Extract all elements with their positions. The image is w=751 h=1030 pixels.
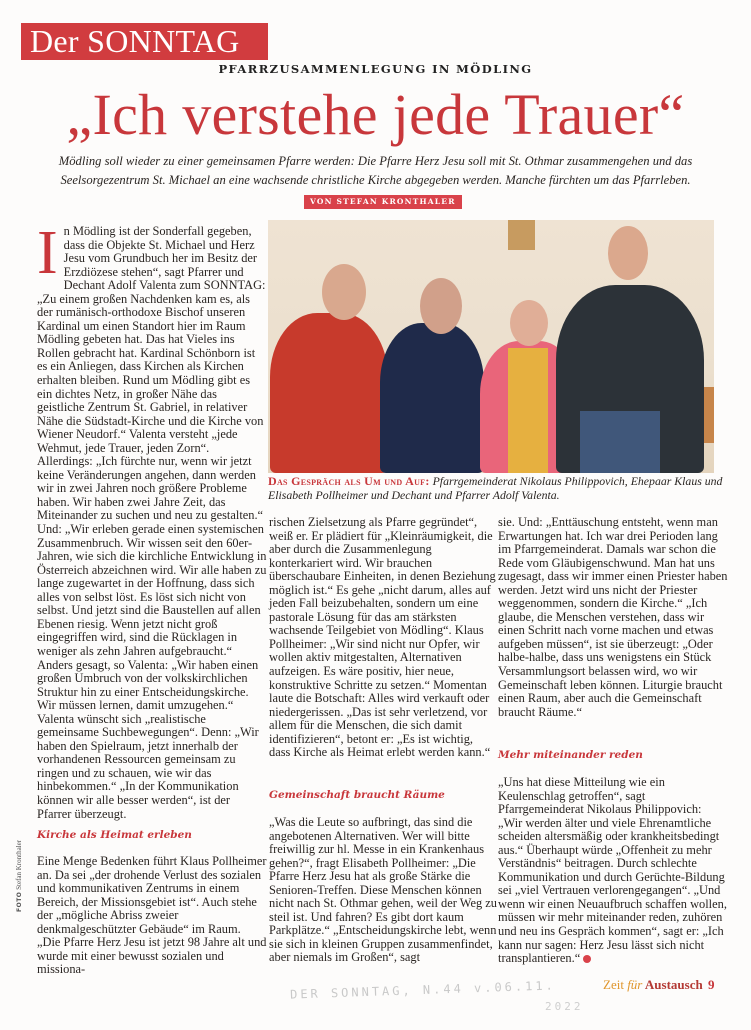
photo-caption <box>268 475 728 502</box>
column-3-body: sie. Und: „Enttäuschung entsteht, wenn man Erwartungen hat. Ich war drei Perioden lang im Pfarrgemeinderat. Damals war schon die Rede vom Gläubigenschwund. Man hat uns zugesagt, dass wir immer einen Priester haben werden. Jetzt wird uns nicht der Priester weggenommen, sondern die Kirche.“ „Ich glaube, die Menschen verstehen, dass wir einen Schritt nach vorne machen und etwas aufgeben müssen“, ist sie überzeugt: „Oder halbe-halbe, dass uns wenigstens ein Stück Versammlungsort belassen wird, wo wir Gemeinschaft leben können. Liturgie braucht einen Raum, aber auch die Gemeinschaft braucht Räume.“ <box>498 515 728 719</box>
yellow-scarf <box>508 348 548 473</box>
handwritten-note-year: 2022 <box>545 1000 584 1013</box>
head-klaus-pollheimer <box>420 278 462 334</box>
caption-text: Pfarrgemeinderat Nikolaus Philippovich, Ehepaar Klaus und Elisabeth Pollheimer und Dechant und Pfarrer Adolf Valenta. <box>268 474 723 502</box>
photo-credit <box>15 840 23 912</box>
page-number: 9 <box>708 977 715 992</box>
drop-cap: I <box>37 219 58 287</box>
column-1-body: n Mödling ist der Sonderfall gegeben, dass die Objekte St. Michael und Herz Jesu vom Grundbuch her im Besitz der Erzdiözese stehen“, sagt Pfarrer und Dechant Adolf Valenta zum SONNTAG: „Zu einem großen Nachdenken kam es, als der rumänisch-orthodoxe Bischof unseren Kardinal um einen Standort hier im Raum Mödling gebeten hat. Das hat Vieles ins Rollen gebracht hat. Kardinal Schönborn ist es ein Anliegen, dass Kirchen als Kirchen erhalten bleiben. Rund um Mödling gibt es ein dichtes Netz, in großer Nähe das geistliche Zentrum St. Gabriel, in relativer Nähe die Südstadt-Kirche und die Kirche von Wiener Neudorf.“ Valenta versteht „jede Wehmut, jede Trauer, jeden Zorn“. Allerdings: „Ich fürchte nur, wenn wir jetzt keine Veränderungen angehen, dann werden wir in zwei Jahren noch größere Probleme haben. Wir haben zwei Jahre Zeit, das Miteinander zu suchen und neu zu gestalten.“ Und: „Wir erleben gerade einen systemischen Zusammenbruch. Wir wissen seit den 60er-Jahren, wie sich die kirchliche Entwicklung in Österreich abzeichnen wird. Wir alle haben zu lange zugewartet in der Hoffnung, dass sich alles von selbst löst. Es löst sich nicht von selbst. Und jetzt sind die Baustellen auf allen Ebenen riesig. Wenn jetzt nicht groß eingegriffen wird, sind die Rücklagen in weniger als zehn Jahren aufgebraucht.“ Anders gesagt, so Valenta: „Wir haben einen großen Umbruch von der volkskirchlichen Struktur hin zu einer Entscheidungskirche. Wir müssen lernen, damit umzugehen.“ Valenta wünscht sich „realistische gemeinsame Suchbewegungen“. Denn: „Wir haben den Spielraum, jetzt innerhalb der vorhandenen Ressourcen gemeinsam zu ringen und zu schauen, wie wir das hinbekommen.“ „In der Kommunikation können wir alle besser werden“, ist der Pfarrer überzeugt. <box>37 224 267 821</box>
column-2-section-body: „Was die Leute so aufbringt, das sind die angebotenen Alternativen. Wer will bitte freiwillig zur hl. Messe in ein Krankenhaus gehen?“, fragt Elisabeth Pollheimer: „Die Pfarre Herz Jesu hat als große Stärke die Senioren-Treffen. Diese Menschen können nicht nach St. Othmar gehen, weil der Weg zu steil ist. Und fahren? Es gibt dort kaum Parkplätze.“ „Entscheidungskirche lebt, wenn sie sich in kleinen Gruppen zusammenfindet, aber niemals im Großen“, sagt <box>269 815 497 965</box>
person-klaus-pollheimer <box>380 323 484 473</box>
subheading-gemeinschaft: Gemeinschaft braucht Räume <box>269 789 445 801</box>
masthead-logo: Der SONNTAG <box>21 23 268 60</box>
head-philippovich <box>322 264 366 320</box>
byline-badge: VON STEFAN KRONTHALER <box>304 195 462 209</box>
article-lead: Mödling soll wieder zu einer gemeinsamen Pfarre werden: Die Pfarre Herz Jesu soll mit St. Othmar zusammengehen und das Seelsorgezentrum St. Michael an eine wachsende christliche Kirche abgegeben werden. Manche fürchten um das Pfarrleben. <box>58 154 693 187</box>
article-column-3 <box>498 516 728 719</box>
column-3-section-text: „Uns hat diese Mitteilung wie ein Keulenschlag getroffen“, sagt Pfarrgemeinderat Nikolaus Philippovich: „Wir werden älter und viele Ehrenamtliche scheiden altersmäßig oder krankheitsbedingt aus.“ Überhaupt würde „Offenheit zu mehr Verständnis“ beitragen. Durch schlechte Kommunikation und durch Gerüchte-Bildung sei „viel Vertrauen verlorengegangen“. „Und wenn wir einen Neuaufbruch schaffen wollen, müssen wir mehr miteinander reden, zuhören und neu ins Gespräch kommen“, sagt er: „Ich kann nur sagen: Herz Jesu lässt sich nicht transplantieren.“ <box>498 775 727 966</box>
column-1-section-body: Eine Menge Bedenken führt Klaus Pollheimer an. Da sei „der drohende Verlust des sozialen und kommunikativen Zentrums in einem Bereich, der Missionsgebiet ist“. Auch stehe der „mögliche Abriss zweier denkmalgeschützter Gebäude“ im Raum. „Die Pfarre Herz Jesu ist jetzt 98 Jahre alt und wurde mit einer bewusst sozialen und missiona- <box>37 854 267 977</box>
column-2-body: rischen Zielsetzung als Pfarre gegründet“, weiß er. Er plädiert für „Kleinräumigkeit, die aber durch die Zusammenlegung konterkariert wird. Wir brauchen überschaubare Einheiten, in denen Beziehung möglich ist.“ Es gehe „nicht darum, alles auf jeden Fall beizubehalten, sondern um eine pastorale Lösung für das am stärksten wachsende Teilgebiet von Mödling“. Klaus Pollheimer: „Wir sind nicht nur Opfer, wir wollen aktiv mitgestalten, Alternativen aufzeigen. Es wäre positiv, hier neue, konstruktive Schritte zu setzen.“ Momentan laute die Botschaft: Alles wird verkauft oder niedergerissen. „Das ist sehr verletzend, vor allem für die Menschen, die sich damit identifizieren“, betont er: „Es ist wichtig, dass Kirche als Heimat erlebt werden kann.“ <box>269 515 496 760</box>
wall-cross <box>508 220 535 250</box>
section-footer <box>603 977 703 993</box>
article-kicker: PFARRZUSAMMENLEGUNG IN MÖDLING <box>218 62 533 76</box>
subheading-mehr-miteinander: Mehr miteinander reden <box>498 749 643 761</box>
article-column-3-section <box>498 776 728 966</box>
head-adolf-valenta <box>608 226 648 280</box>
credit-name: Stefan Kronthaler <box>15 839 23 890</box>
article-photo <box>268 220 714 473</box>
jeans <box>580 411 660 473</box>
person-philippovich <box>270 313 388 473</box>
article-column-1 <box>37 219 267 821</box>
end-mark-icon <box>583 955 591 963</box>
handwritten-note: DER SONNTAG, N.44 v.06.11. <box>289 978 557 1002</box>
article-column-2-section <box>269 816 497 965</box>
credit-label: FOTO <box>16 891 23 912</box>
footer-bold: Austausch <box>642 977 703 992</box>
caption-label: Das Gespräch als Um und Auf: <box>268 474 430 488</box>
footer-prefix: Zeit <box>603 977 628 992</box>
article-column-2 <box>269 516 497 760</box>
article-column-1-section <box>37 855 267 977</box>
column-3-section-body <box>498 776 728 966</box>
article-headline: „Ich verstehe jede Trauer“ <box>66 82 685 147</box>
head-elisabeth-pollheimer <box>510 300 548 346</box>
footer-italic: für <box>627 977 643 992</box>
subheading-kirche-als-heimat: Kirche als Heimat erleben <box>37 829 192 841</box>
